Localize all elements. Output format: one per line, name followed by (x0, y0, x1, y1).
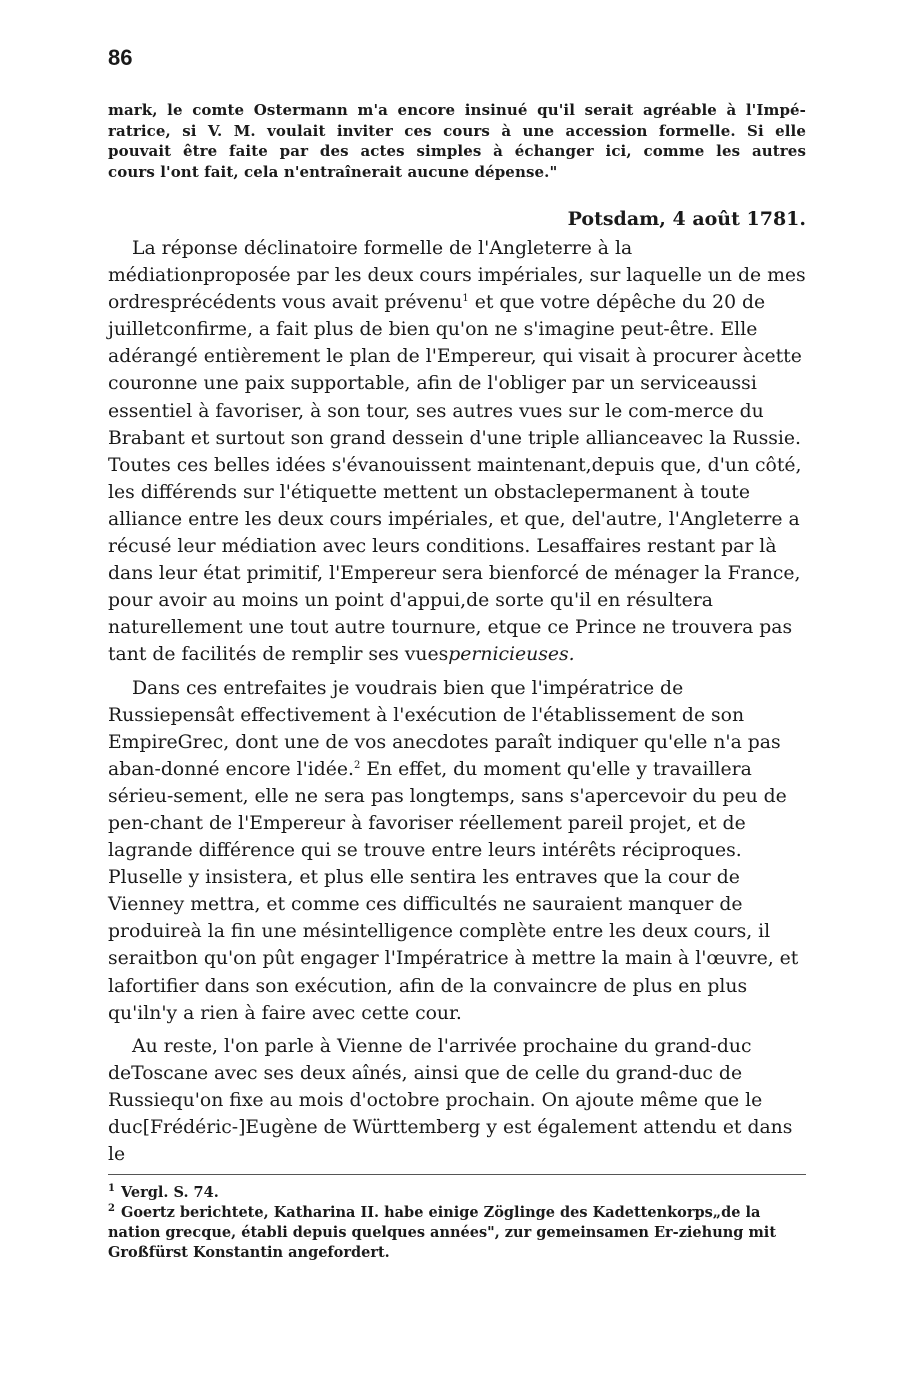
footnote (108, 1203, 806, 1263)
text-line: donné encore l'idée.$^2$ En effet, du moment qu'elle y travaillera sérieu- (108, 758, 752, 807)
footnote-line: ziehung mit Großfürst Konstantin angefordert. (108, 1224, 777, 1262)
text-line: permanent à toute alliance entre les deux cours impériales, et que, de (108, 481, 750, 530)
text-line: n'y a rien à faire avec cette cour. (149, 1002, 462, 1024)
body-text (108, 235, 806, 1168)
paragraph (108, 1033, 806, 1168)
footnote-line: $^2$ Goertz berichtete, Katharina II. habe einige Zöglinge des Kadettenkorps (108, 1203, 713, 1222)
text-line: Grec, dont une de vos anecdotes paraît indiquer qu'elle n'a pas aban- (108, 731, 781, 780)
paragraph (108, 235, 806, 669)
quote-line: mark, le comte Ostermann m'a encore insinué qu'il serait agréable à l'Impé- (108, 101, 806, 119)
text-line: qu'on fixe au mois d'octobre prochain. On ajoute même que le duc (108, 1089, 763, 1138)
text-line: dérangé entièrement le plan de l'Empereur, qui visait à procurer à (119, 346, 754, 368)
text-line: grande différence qui se trouve entre leurs intérêts réciproques. Plus (108, 840, 742, 889)
text-line: y mettra, et comme ces difficultés ne sauraient manquer de produire (108, 894, 743, 943)
text-line: pensât effectivement à l'exécution de l'établissement de son Empire (108, 704, 745, 753)
quote-line: ratrice, si V. M. voulait inviter ces cours à une accession formelle. Si elle (108, 121, 806, 140)
text-line: fortifier dans son exécution, afin de la convaincre de plus en plus qu'il (108, 975, 748, 1024)
text-line: bon qu'on pût engager l'Impératrice à mettre la main à l'œuvre, et la (108, 948, 799, 997)
text-line: Dans ces entrefaites je voudrais bien que l'impératrice de Russie (108, 677, 684, 726)
text-line: [Frédéric-]Eugène de Württemberg y est également attendu et dans le (108, 1117, 793, 1166)
text-line: elle y insistera, et plus elle sentira les entraves que la cour de Vienne (108, 867, 740, 916)
text-line: forcé de ménager la France, pour avoir au moins un point d'appui, (108, 563, 801, 612)
footnote-reference[interactable]: 2 (353, 759, 361, 771)
text-line: de sorte qu'il en résultera naturellement une tout autre tournure, et (108, 590, 713, 639)
footnote (108, 1183, 806, 1203)
paragraph (108, 675, 806, 1027)
text-line: précédents vous avait prévenu$^1$ et que votre dépêche du 20 de juillet (108, 292, 766, 341)
footnote-mark: 1 (108, 1183, 115, 1195)
text-line: aussi essentiel à favoriser, à son tour, ses autres vues sur le com- (108, 373, 757, 422)
text-line: à la fin une mésintelligence complète entre les deux cours, il serait (108, 921, 771, 970)
text-line: Au reste, l'on parle à Vienne de l'arrivée prochaine du grand-duc de (108, 1035, 752, 1084)
text-line: La réponse déclinatoire formelle de l'Angleterre à la médiation (108, 238, 633, 287)
dateline: Potsdam, 4 août 1781. (567, 208, 806, 230)
text-line: proposée par les deux cours impériales, sur laquelle un de mes ordres (108, 265, 806, 314)
footnote-line: „de la nation grecque, établi depuis quelques années", zur gemeinsamen Er- (108, 1204, 761, 1242)
text-line: l'autre, l'Angleterre a récusé leur médiation avec leurs conditions. Les (108, 508, 800, 558)
footnote-line: $^1$ Vergl. S. 74. (108, 1183, 219, 1202)
footnote-mark: 2 (108, 1203, 115, 1215)
footnotes (108, 1183, 806, 1263)
text-line: avec la Russie. Toutes ces belles idées s'évanouissent maintenant, (108, 427, 801, 476)
quote-line: pouvait être faite par des actes simples à échanger ici, comme les autres (108, 142, 806, 160)
page-number: 86 (108, 45, 133, 70)
footnote-reference[interactable]: 1 (462, 293, 469, 305)
footnote-separator (108, 1174, 806, 1175)
quoted-passage (108, 100, 806, 182)
text-line: Toscane avec ses deux aînés, ainsi que de celle du grand-duc de Russie (108, 1062, 743, 1111)
text-line: affaires restant par là dans leur état primitif, l'Empereur sera bien (108, 536, 777, 585)
document-page (108, 44, 806, 1263)
text-line: pernicieuses. (448, 644, 575, 666)
text-line: chant de l'Empereur à favoriser réellement pareil projet, et de la (108, 812, 746, 862)
text-line: depuis que, d'un côté, les différends sur l'étiquette mettent un obstacle (108, 454, 802, 503)
text-line: que ce Prince ne trouvera pas tant de facilités de remplir ses vues (108, 617, 793, 666)
text-line: merce du Brabant et surtout son grand dessein d'une triple alliance (108, 400, 764, 449)
text-line: sement, elle ne sera pas longtemps, sans s'apercevoir du peu de pen- (108, 785, 787, 834)
text-line: confirme, a fait plus de bien qu'on ne s'imagine peut-être. Elle a (108, 319, 758, 368)
text-line: cette couronne une paix supportable, afin de l'obliger par un service (108, 346, 802, 395)
quote-line: cours l'ont fait, cela n'entraînerait aucune dépense." (108, 162, 558, 181)
